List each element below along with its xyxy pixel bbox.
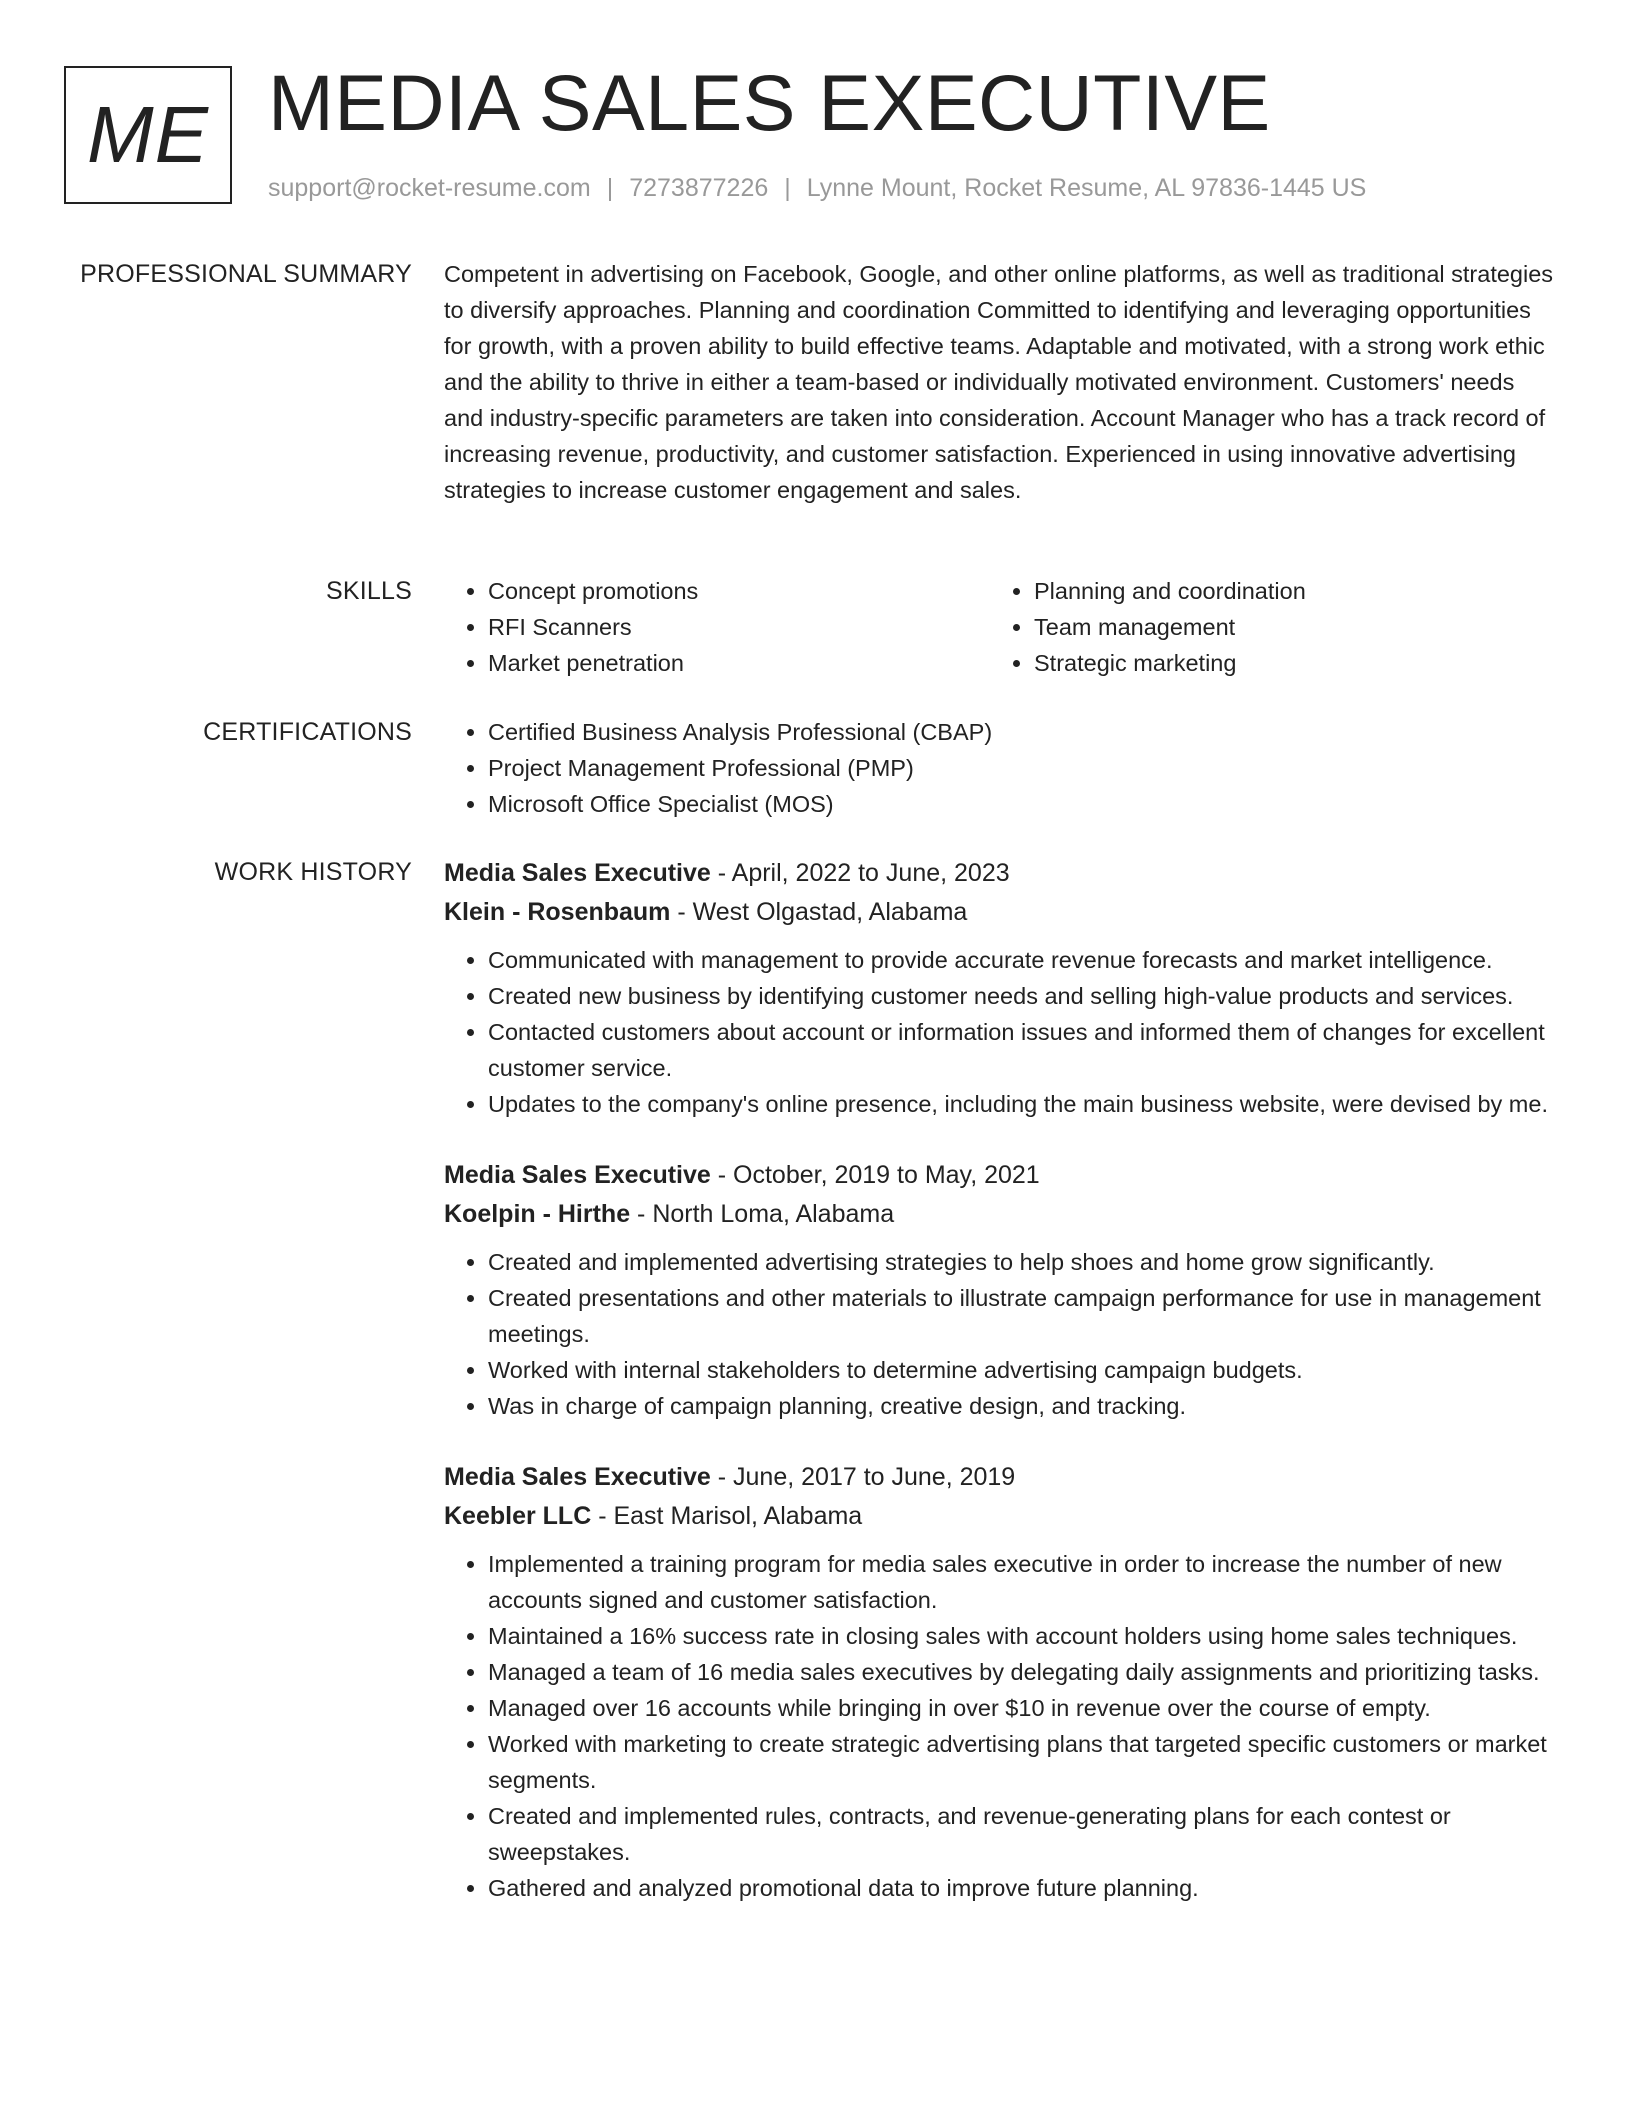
- job-bullet: • Gathered and analyzed promotional data to improve future planning.: [488, 1870, 1560, 1906]
- skills-body: [444, 573, 1560, 681]
- job-entry: [444, 1156, 1560, 1424]
- resume-title: MEDIA SALES EXECUTIVE: [268, 58, 1271, 147]
- monogram-initials: ME: [87, 90, 209, 179]
- job-dates: - October, 2019 to May, 2021: [710, 1161, 1040, 1189]
- job-bullets: [444, 1244, 1560, 1424]
- summary-text: Competent in advertising on Facebook, Google, and other online platforms, as well as traditional strategies to diversify approaches. Planning and coordination Committed to identifying and leveraging opportunities for growth, with a proven ability to build effective teams. Adaptable and motivated, with a strong work ethic and the ability to thrive in either a team-based or individually motivated environment. Customers' needs and industry-specific parameters are taken into consideration. Account Manager who has a track record of increasing revenue, productivity, and customer satisfaction. Experienced in using innovative advertising strategies to increase customer engagement and sales.: [444, 261, 1554, 503]
- job-title: Media Sales Executive: [444, 1463, 711, 1491]
- summary-body: [444, 256, 1560, 508]
- job-bullet: • Implemented a training program for media sales executive in order to increase the number of new accounts signed and customer satisfaction.: [488, 1546, 1560, 1618]
- summary-label: PROFESSIONAL SUMMARY: [80, 260, 412, 288]
- contact-address: Lynne Mount, Rocket Resume, AL 97836-1445 US: [806, 174, 1367, 202]
- job-bullet: • Managed over 16 accounts while bringing in over $10 in revenue over the course of empty.: [488, 1690, 1560, 1726]
- job-dates: - April, 2022 to June, 2023: [710, 859, 1010, 887]
- skills-list-right: [990, 573, 1536, 681]
- job-title: Media Sales Executive: [444, 859, 711, 887]
- job-entry: [444, 1458, 1560, 1906]
- job-bullet: • Managed a team of 16 media sales executives by delegating daily assignments and prioritizing tasks.: [488, 1654, 1560, 1690]
- job-company: Koelpin - Hirthe: [444, 1200, 631, 1228]
- job-company-line: [444, 1195, 1560, 1234]
- job-bullet: • Worked with marketing to create strategic advertising plans that targeted specific customers or market segments.: [488, 1726, 1560, 1798]
- job-title-line: [444, 1458, 1560, 1497]
- job-company: Keebler LLC: [444, 1502, 592, 1530]
- job-company: Klein - Rosenbaum: [444, 898, 671, 926]
- skill-item: • Strategic marketing: [1034, 645, 1536, 681]
- job-bullet: • Communicated with management to provide accurate revenue forecasts and market intelligence.: [488, 942, 1560, 978]
- certification-item: • Certified Business Analysis Professional (CBAP): [488, 714, 1560, 750]
- job-bullet: • Created and implemented rules, contracts, and revenue-generating plans for each contest or sweepstakes.: [488, 1798, 1560, 1870]
- certifications-body: [444, 714, 1560, 822]
- contact-email: support@rocket-resume.com: [268, 174, 591, 202]
- contact-phone: 7273877226: [629, 174, 769, 202]
- job-location: - East Marisol, Alabama: [591, 1502, 863, 1530]
- skill-item: • Team management: [1034, 609, 1536, 645]
- job-location: - North Loma, Alabama: [630, 1200, 895, 1228]
- certifications-list: [444, 714, 1560, 822]
- skill-item: • Market penetration: [488, 645, 990, 681]
- job-bullet: • Worked with internal stakeholders to determine advertising campaign budgets.: [488, 1352, 1560, 1388]
- job-title-line: [444, 1156, 1560, 1195]
- job-bullet: • Maintained a 16% success rate in closing sales with account holders using home sales techniques.: [488, 1618, 1560, 1654]
- job-title-line: [444, 854, 1560, 893]
- skill-item: • Concept promotions: [488, 573, 990, 609]
- skills-grid: [444, 573, 1560, 681]
- job-company-line: [444, 893, 1560, 932]
- job-entry: [444, 854, 1560, 1122]
- contact-separator: |: [784, 174, 791, 202]
- skill-item: • Planning and coordination: [1034, 573, 1536, 609]
- job-bullet: • Updates to the company's online presence, including the main business website, were devised by me.: [488, 1086, 1560, 1122]
- job-bullet: • Contacted customers about account or information issues and informed them of changes for excellent customer service.: [488, 1014, 1560, 1086]
- skill-item: • RFI Scanners: [488, 609, 990, 645]
- skills-label: SKILLS: [326, 577, 412, 605]
- job-title: Media Sales Executive: [444, 1161, 711, 1189]
- job-bullet: • Was in charge of campaign planning, creative design, and tracking.: [488, 1388, 1560, 1424]
- job-dates: - June, 2017 to June, 2019: [710, 1463, 1016, 1491]
- contact-separator: |: [606, 174, 614, 202]
- job-bullet: • Created new business by identifying customer needs and selling high-value products and services.: [488, 978, 1560, 1014]
- work-history-body: [444, 854, 1560, 1940]
- work-history-label: WORK HISTORY: [214, 858, 412, 886]
- certification-item: • Microsoft Office Specialist (MOS): [488, 786, 1560, 822]
- job-bullet: • Created presentations and other materials to illustrate campaign performance for use in management meetings.: [488, 1280, 1560, 1352]
- job-bullet: • Created and implemented advertising strategies to help shoes and home grow significantly.: [488, 1244, 1560, 1280]
- certification-item: • Project Management Professional (PMP): [488, 750, 1560, 786]
- contact-line: [268, 174, 1366, 203]
- job-bullets: [444, 942, 1560, 1122]
- job-location: - West Olgastad, Alabama: [670, 898, 968, 926]
- certifications-label: CERTIFICATIONS: [203, 718, 412, 746]
- job-company-line: [444, 1497, 1560, 1536]
- monogram-box: [64, 66, 232, 204]
- skills-list-left: [444, 573, 990, 681]
- job-bullets: [444, 1546, 1560, 1906]
